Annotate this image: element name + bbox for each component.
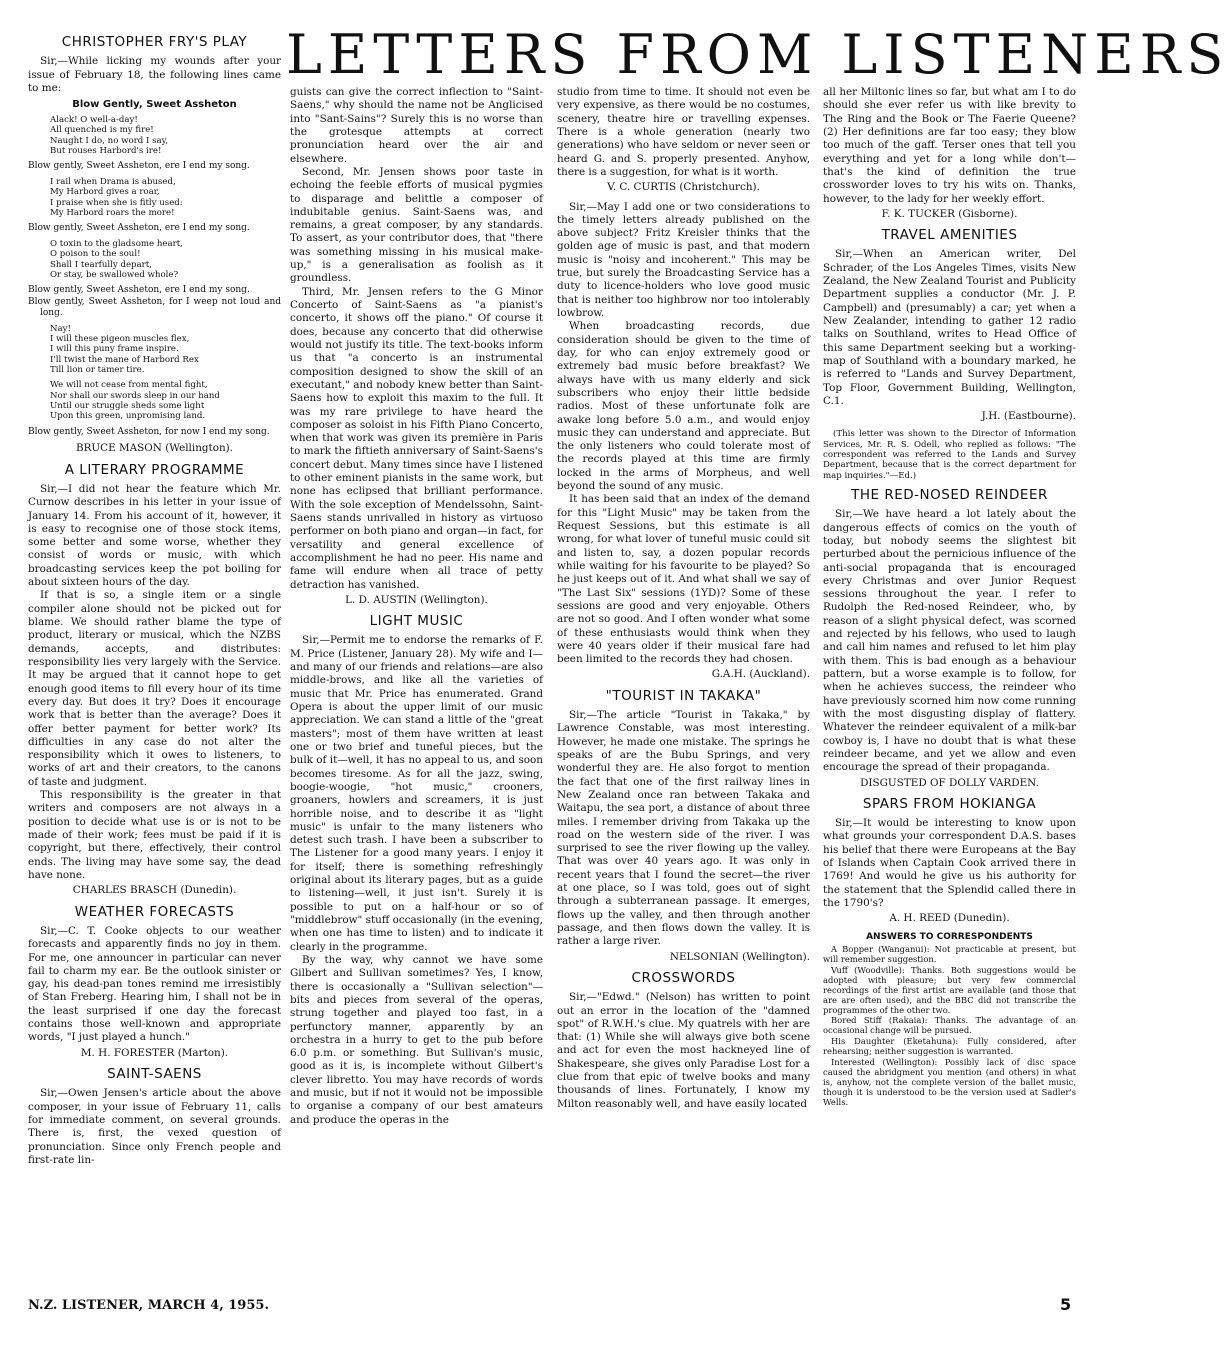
headline-crosswords: CROSSWORDS bbox=[631, 969, 736, 986]
headline-travel-amenities: TRAVEL AMENITIES bbox=[881, 227, 1018, 244]
letter-paragraph: Sir,—It would be interesting to know upon what grounds your correspondent D.A.S. bases his belief that there were Europeans at the Bay of Islands when Captain Cook arrived there in 1769! And would he give us his authority for the statement that the Splendid called there in the 1790's? bbox=[823, 817, 1076, 909]
headline-christopher-fry: CHRISTOPHER FRY'S PLAY bbox=[61, 34, 248, 50]
poem-refrain: Blow gently, Sweet Assheton, for now I end my song. bbox=[28, 426, 270, 437]
signature: L. D. AUSTIN (Wellington). bbox=[345, 593, 488, 606]
headline-tourist-in-takaka: "TOURIST IN TAKAKA" bbox=[605, 687, 762, 704]
signature: F. K. TUCKER (Gisborne). bbox=[881, 207, 1018, 220]
letter-paragraph: It has been said that an index of the demand for this "Light Music" may be taken from the Request Sessions, but this estimate is all wrong, for what lover of tuneful music could sit and listen to, say, a dozen popular records while waiting for his favourite to be played? So he just keeps out of it. And what shall we say of "The Last Six" sessions (1YD)? Some of these sessions are good and very enjoyable. Others are not so good. And I often wonder what some of these enthusiasts would think when they were 40 years older if their musical fare had been limited to the records they had chosen. bbox=[557, 493, 810, 666]
poem-refrain: Blow gently, Sweet Assheton, ere I end my song. bbox=[28, 285, 250, 296]
answer-item: Interested (Wellington): Possibly lack of disc space caused the abridgment you mention (and others) in what is, anyhow, not the complete version of the ballet music, though it is understood to be the version used at Sadler's Wells. bbox=[823, 1057, 1076, 1107]
letter-paragraph: Sir,—Permit me to endorse the remarks of F. M. Price (Listener, January 28). My wife and I—and many of our friends and relations—are also middle-brows, and like all the varieties of music that Mr. Price has enumerated. Grand Opera is about the upper limit of our music appreciation. We can stand a little of the "great masters"; most of them have written at least one or two brief and tuneful pieces, but the bulk of it—well, it has no appeal to us, and soon becomes tiresome. As for all the jazz, swing, boogie-woogie, "hot music," crooners, groaners, howlers and screamers, it is just horrible noise, and to describe it as "light music" is unfair to the many listeners who detest such trash. I have been a subscriber to The Listener for a good many years. I enjoy it for itself; there is something refreshingly original about its literary pages, but as a guide to listening—well, it just isn't. Surely it is possible to put on a half-hour or so of "middlebrow" stuff occasionally (in the evening, when one has time to listen) and to indicate it clearly in the programme. bbox=[290, 634, 543, 953]
signature: M. H. FORESTER (Marton). bbox=[80, 1046, 229, 1059]
letter-paragraph: By the way, why cannot we have some Gilbert and Sullivan sometimes? Yes, I know, there is occasionally a "Sullivan selection"—bits and pieces from several of the operas, strung together and played too fast, in a perfunctory manner, apparently by an orchestra in a hurry to get to the pub before 6.0 p.m. or something. But Sullivan's music, good as it is, is incomplete without Gilbert's clever libretto. You may have records of words and music, but if not it would not be impossible to organise a company of our best amateurs and produce the operas in the bbox=[290, 953, 543, 1126]
letter-paragraph: When broadcasting records, due consideration should be given to the time of day, for who can enjoy extremely good or extremely bad music before breakfast? We always have with us many elderly and sick subscribers who enjoy their little bedside radios. Most of these unfortunate folk are awake long before 5.0 a.m., and would enjoy music they can understand and appreciate. But the only listeners who could tolerate most of the records played at this time are firmly locked in the arms of Morpheus, and well beyond the sound of any music. bbox=[557, 320, 810, 493]
poem bbox=[50, 177, 281, 218]
letter-paragraph: guists can give the correct inflection to "Saint-Saens," why should the name not be Anglicised into "Sant-Sains"? Surely this is no worse than the grotesque attempts at correct pronunciation heard over the air and elsewhere. bbox=[290, 86, 543, 165]
letter-paragraph: Sir,—I did not hear the feature which Mr. Curnow describes in his letter in your issue of January 14. From his account of it, however, it is easy to recognise one of those stock items, some better and some worse, whether they consist of words or music, with which broadcasting services keep the pot boiling for about sixteen hours of the day. bbox=[28, 482, 281, 589]
answer-item: Bored Stiff (Rakaia): Thanks. The advantage of an occasional change will be pursued. bbox=[823, 1015, 1076, 1036]
signature: BRUCE MASON (Wellington). bbox=[75, 442, 234, 455]
letter-paragraph: Sir,—"Edwd." (Nelson) has written to point out an error in the location of the "damned spot" of R.W.H.'s clue. My quatrels with her are that: (1) While she will always give both scene and act for even the most hackneyed line of Shakespeare, she gives only Paradise Lost for a clue from that epic of twelve books and many thousands of lines. Fortunately, I know my Milton reasonably well, and have easily located bbox=[557, 991, 810, 1110]
letter-paragraph: Sir,—C. T. Cooke objects to our weather forecasts and apparently finds no joy in them. For me, one announcer in particular can never fail to charm my ear. Be the outlook sinister or gay, his dead-pan tones remind me irresistibly of Stan Freberg. Hearing him, I shall not be in the least surprised if one day the forecast contains those well-known and appropriate words, "I just played a hunch." bbox=[28, 924, 281, 1044]
letter-paragraph: This responsibility is the greater in that writers and composers are not always in a position to decide what use is or is not to be made of their work; fees must be paid if it is copyright, but there, effectively, their control ends. The living may have some say, the dead have none. bbox=[28, 789, 281, 881]
letter-paragraph: If that is so, a single item or a single compiler alone should not be picked out for blame. We should rather blame the type of product, literary or musical, which the NZBS demands, accepts, and distributes: responsibility lies very largely with the Service. It may be argued that it cannot hope to get enough good items to fill every hour of its time every day. But does it try? Does it encourage work that is better than the average? Does it offer better payment for better work? Its difficulties in any case do not alter the responsibility which it owes to listeners, to works of art and their creators, to the canons of taste and judgment. bbox=[28, 589, 281, 788]
headline-weather-forecasts: WEATHER FORECASTS bbox=[74, 903, 235, 920]
letter-paragraph: all her Miltonic lines so far, but what am I to do should she ever refer us with like brevity to The Ring and the Book or The Faerie Queene? (2) Her definitions are far too easy; they blow too much of the gaff. Terser ones that tell you everything and yet for a long while don't—that's the kind of definition the true crossworder loves to try his wits on. Thanks, however, to the lady for her weekly effort. bbox=[823, 86, 1076, 205]
poem-stanza: Nay! I will these pigeon muscles flex, I will this puny frame inspire. I'll twist the mane of Harbord Rex Till lion or tamer tire. bbox=[50, 323, 199, 375]
answer-item: A Bopper (Wanganui): Not practicable at present, but will remember suggestion. bbox=[823, 944, 1076, 965]
poem-refrain: Blow gently, Sweet Assheton, for I weep not loud and long. bbox=[28, 297, 281, 318]
signature: A. H. REED (Dunedin). bbox=[889, 912, 1010, 925]
column-4 bbox=[823, 86, 1076, 1109]
letter-paragraph: Sir,—While licking my wounds after your issue of February 18, the following lines came to me: bbox=[28, 55, 281, 94]
signature: DISGUSTED OF DOLLY VARDEN. bbox=[860, 776, 1039, 789]
masthead-title: LETTERS FROM LISTENERS bbox=[286, 23, 1229, 86]
headline-saint-saens: SAINT-SAENS bbox=[107, 1066, 202, 1082]
poem-title: Blow Gently, Sweet Assheton bbox=[72, 99, 237, 111]
letter-paragraph: Third, Mr. Jensen refers to the G Minor Concerto of Saint-Saens as "a pianist's concerto, it shows off the piano." Of course it does, because any concerto that did otherwise would not justify its title. The text-books inform us that "a concerto is an instrumental composition designed to show the skill of an executant," and nobody knew better than Saint-Saens how to exploit this maxim to the full. It was my rare privilege to have heard the composer as soloist in his Fifth Piano Concerto, when that work was given its première in Paris to mark the fiftieth anniversary of Saint-Saens's concert debut. Many times since have I listened to other eminent pianists in the same work, but none has eclipsed that brilliant performance. With the sole exception of Mendelssohn, Saint-Saens stands unrivalled in history as virtuoso performer on both piano and organ—in fact, for versatility and general excellence of accomplishment he had no peer. His name and fame will endure when all trace of petty detraction has vanished. bbox=[290, 285, 543, 591]
answers-heading: ANSWERS TO CORRESPONDENTS bbox=[866, 931, 1033, 942]
letter-paragraph: Sir,—We have heard a lot lately about the dangerous effects of comics on the youth of today, but nobody seems the slightest bit perturbed about the pernicious influence of the anti-social propaganda that is encouraged every Christmas and over Junior Request sessions throughout the year. I refer to Rudolph the Red-nosed Reindeer, who, by reason of a slight physical defect, was scorned and rejected by his fellows, who used to laugh and call him names and refused to let him play with them. This is bad enough as a behaviour pattern, but a worse example is to follow, for when he achieves success, the reindeer who have previously scorned him now come running with the most disgusting display of flattery. Whatever the reindeer equivalent of a milk-bar cowboy is, I have no doubt that is what these reindeer became, and yet we allow and even encourage the spread of their propaganda. bbox=[823, 508, 1076, 774]
headline-literary-programme: A LITERARY PROGRAMME bbox=[64, 461, 245, 478]
poem-refrain: Blow gently, Sweet Assheton, ere I end my song. bbox=[28, 161, 250, 172]
letter-paragraph: Sir,—May I add one or two considerations to the timely letters already published on the above subject? Fritz Kreisler thinks that the golden age of music is past, and that modern music is "noisy and incoherent." This may be true, but surely the Broadcasting Service has a duty to licence-holders who love good music that is neither too highbrow nor too intolerably lowbrow. bbox=[557, 200, 810, 319]
issue-footer: N.Z. LISTENER, MARCH 4, 1955. bbox=[28, 1298, 269, 1313]
headline-spars-from-hokianga: SPARS FROM HOKIANGA bbox=[862, 795, 1037, 812]
poem-refrain: Blow gently, Sweet Assheton, ere I end my song. bbox=[28, 223, 250, 234]
letter-paragraph: Sir,—The article "Tourist in Takaka," by Lawrence Constable, was most interesting. However, he made one mistake. The springs he speaks of are the Bubu Springs, and very wonderful they are. He also forgot to mention the fact that one of the first railway lines in New Zealand once ran between Takaka and Waitapu, the sea port, a distance of about three miles. I remember driving from Takaka up the road on the western side of the river. I was surprised to see the river flowing up the valley. That was over 40 years ago. It was only in recent years that I found the secret—the river at one place, so I was told, goes out of sight through a subterranean passage. It emerges, flows up the valley, and then through another passage, and then flows down the valley. It is rather a large river. bbox=[557, 709, 810, 948]
poem bbox=[50, 324, 281, 422]
poem-stanza: O toxin to the gladsome heart, O poison to the soul! Shall I tearfully depart, Or stay, be swallowed whole? bbox=[50, 239, 183, 281]
column-1 bbox=[28, 34, 281, 1167]
signature: J.H. (Eastbourne). bbox=[981, 410, 1076, 423]
answer-item: Vuff (Woodville): Thanks. Both suggestions would be adopted with pleasure; but very few commercial recordings of the first artist are available (and those that are are often used), and the BBC did not transcribe the programmes of the other two. bbox=[823, 964, 1076, 1015]
poem bbox=[50, 115, 281, 156]
letter-paragraph: Second, Mr. Jensen shows poor taste in echoing the feeble efforts of musical pygmies to disparage and belittle a composer of indubitable genius. Saint-Saens was, and remains, a great composer, by any standards. To assert, as your contributor does, that "there was something missing in his musical make-up," is a generalisation as foolish as it groundless. bbox=[290, 165, 543, 285]
signature: CHARLES BRASCH (Dunedin). bbox=[72, 884, 237, 897]
answer-item: His Daughter (Eketahuna): Fully considered, after rehearsing; neither suggestion is warranted. bbox=[823, 1036, 1076, 1057]
letter-paragraph: studio from time to time. It should not even be very expensive, as there would be no costumes, scenery, theatre hire or travelling expenses. There is a whole generation (nearly two generations) who have seldom or never seen or heard G. and S. properly presented. Anyhow, there is a suggestion, for what is it worth. bbox=[557, 86, 810, 178]
column-3 bbox=[557, 86, 810, 1111]
poem bbox=[50, 239, 281, 280]
poem-stanza: We will not cease from mental fight, Nor shall our swords sleep in our hand Until our struggle sheds some light Upon this green, unpromising land. bbox=[50, 380, 220, 422]
poem-stanza: Alack! O well-a-day! All quenched is my fire! Naught I do, no word I say, But rouses Harbord's ire! bbox=[50, 115, 169, 156]
letter-paragraph: Sir,—When an American writer, Del Schrader, of the Los Angeles Times, visits New Zealand, the New Zealand Tourist and Publicity Department supplies a conductor (Mr. J. P. Campbell) and (presumably) a car; yet when a New Zealander, intending to gather 12 radio talks on Southland, writes to Head Office of this same Department seeking but a working-map of Southland with a boundary marked, he is referred to "Lands and Survey Department, Top Floor, Government Building, Wellington, C.1. bbox=[823, 248, 1076, 407]
letter-paragraph: Sir,—Owen Jensen's article about the above composer, in your issue of February 11, calls for immediate comment, on several grounds. There is, first, the vexed question of pronunciation. Since only French people and first-rate lin- bbox=[28, 1087, 281, 1166]
column-2 bbox=[290, 86, 543, 1127]
page-number: 5 bbox=[1060, 1295, 1072, 1314]
poem-stanza: I rail when Drama is abused, My Harbord gives a roar, I praise when she is fitly used: My Harbord roars the more! bbox=[50, 177, 183, 218]
signature: NELSONIAN (Wellington). bbox=[669, 950, 810, 963]
editor-note: (This letter was shown to the Director of Information Services, Mr. R. S. Odell, who replied as follows: "The correspondent was referred to the Lands and Survey Department, because that is the correct department for map inquiries."—Ed.) bbox=[823, 429, 1076, 481]
signature: G.A.H. (Auckland). bbox=[711, 668, 810, 681]
signature: V. C. CURTIS (Christchurch). bbox=[607, 181, 760, 194]
headline-red-nosed-reindeer: THE RED-NOSED REINDEER bbox=[851, 487, 1048, 504]
headline-light-music: LIGHT MUSIC bbox=[369, 613, 464, 630]
